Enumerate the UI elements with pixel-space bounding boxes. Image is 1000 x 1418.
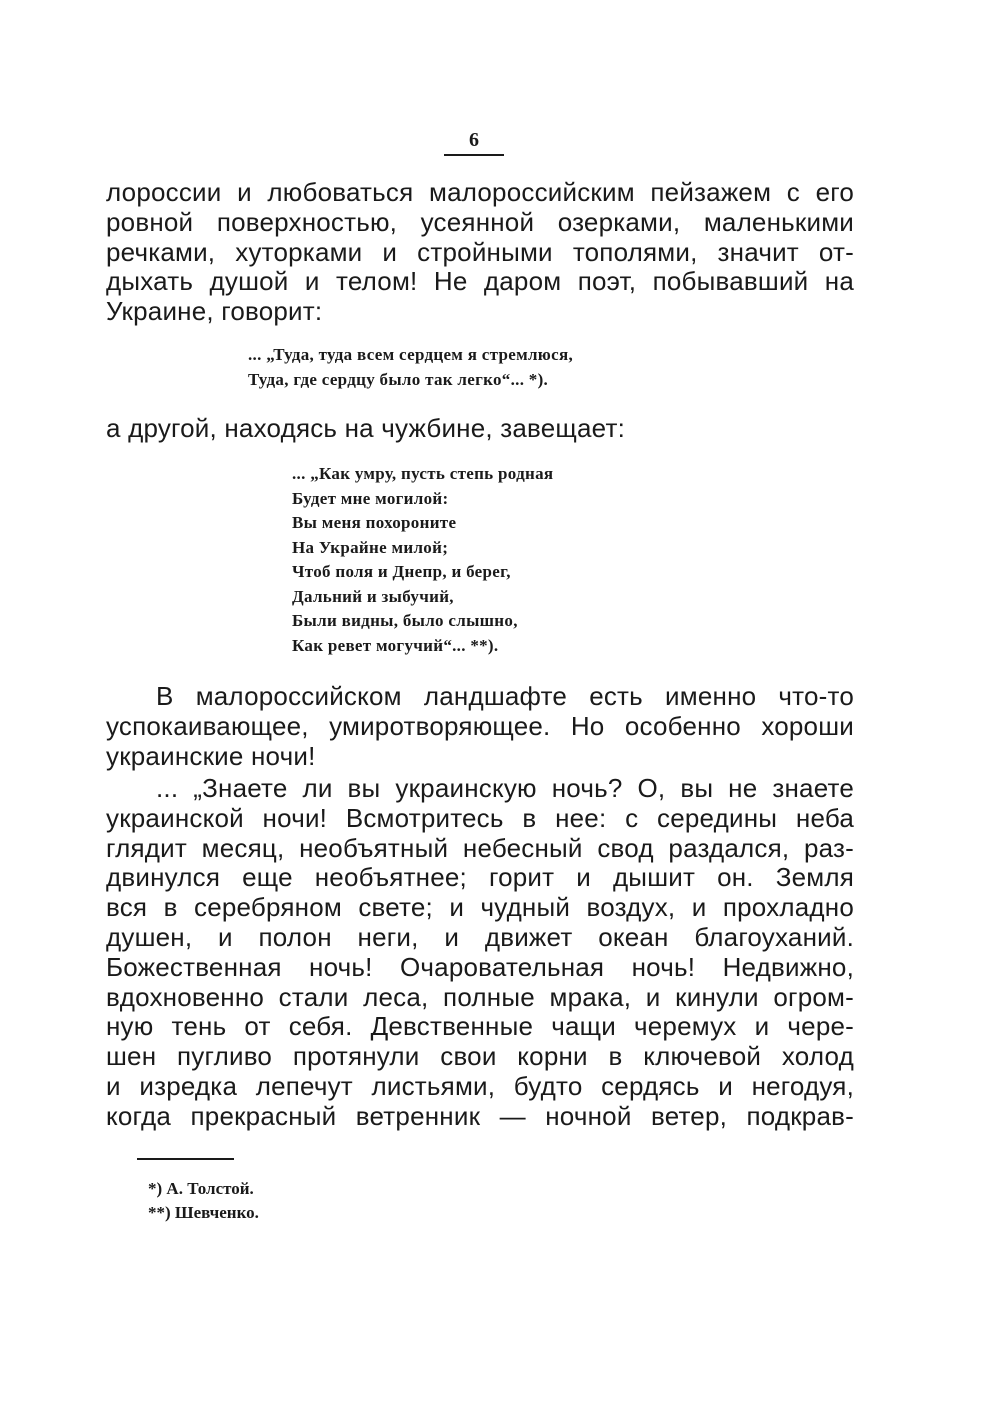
paragraph-3 <box>106 774 854 1132</box>
verse-line: На Украйне милой; <box>292 537 449 557</box>
text-line: Украине, говорит: <box>106 297 323 327</box>
text-line: душен, и полон неги, и движет океан благоуханий. <box>106 922 854 952</box>
text-line: ную тень от себя. Девственные чащи черемух и чере- <box>106 1012 854 1042</box>
paragraph-2 <box>106 682 854 771</box>
paragraph-1 <box>106 178 854 327</box>
text-line: украинской ночи! Всмотритесь в нее: с середины неба <box>106 803 854 833</box>
text-line: а другой, находясь на чужбине, завещает: <box>106 414 625 443</box>
verse-line: Туда, где сердцу было так легко“... *). <box>248 369 549 389</box>
verse-intro <box>106 414 854 444</box>
page-number-underline <box>444 154 504 156</box>
text-line: речками, хуторками и стройными тополями, значит от- <box>106 237 854 267</box>
text-line: ... „Знаете ли вы украинскую ночь? О, вы не знаете <box>156 774 854 803</box>
text-line: двинулся еще необъятнее; горит и дышит он. Земля <box>106 863 854 893</box>
text-line: лороссии и любоваться малороссийским пейзажем с его <box>106 178 854 207</box>
text-line: шен пугливо протянули свои корни в ключевой холод <box>106 1042 854 1072</box>
text-line: В малороссийском ландшафте есть именно что-то <box>156 682 854 711</box>
page-number: 6 <box>469 129 479 151</box>
verse-line: Были видны, было слышно, <box>292 611 518 630</box>
text-line: глядит месяц, необъятный небесный свод раздался, раз- <box>106 833 854 863</box>
text-line: ровной поверхностью, усеянной озерками, маленькими <box>106 207 854 237</box>
verse-line: Как ревет могучий“... **). <box>292 635 499 655</box>
verse-shevchenko <box>292 462 553 658</box>
footnote-2: **) Шевченко. <box>148 1203 259 1222</box>
verse-line: Чтоб поля и Днепр, и берег, <box>292 562 511 581</box>
verse-line: Будет мне могилой: <box>292 488 449 508</box>
verse-tolstoy <box>248 343 573 392</box>
text-line: успокаивающее, умиротворяющее. Но особенно хороши <box>106 711 854 741</box>
text-line: вдохновенно стали леса, полные мрака, и кинули огром- <box>106 982 854 1012</box>
verse-line: Вы меня похороните <box>292 513 457 532</box>
text-line: дыхать душой и телом! Не даром поэт, побывавший на <box>106 267 854 297</box>
footnote-1: *) А. Толстой. <box>148 1179 254 1198</box>
verse-line: ... „Как умру, пусть степь родная <box>292 464 554 483</box>
verse-line: Дальний и зыбучий, <box>292 586 454 606</box>
text-line: украинские ночи! <box>106 741 316 771</box>
text-line: Божественная ночь! Очаровательная ночь! Недвижно, <box>106 952 854 982</box>
text-line: когда прекрасный ветренник — ночной ветер, подкрав- <box>106 1101 854 1131</box>
text-line: и изредка лепечут листьями, будто сердясь и негодуя, <box>106 1071 854 1101</box>
text-line: вся в серебряном свете; и чудный воздух, и прохладно <box>106 893 854 923</box>
verse-line: ... „Туда, туда всем сердцем я стремлюся, <box>248 345 573 364</box>
footnote-separator <box>137 1158 234 1160</box>
footnotes <box>148 1177 259 1225</box>
